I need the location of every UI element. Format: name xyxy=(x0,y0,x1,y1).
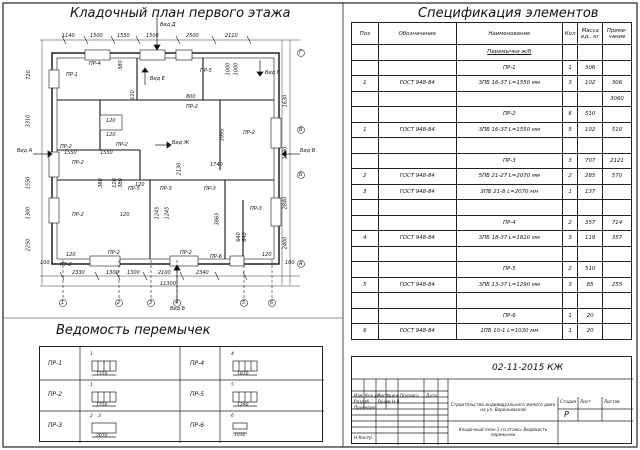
lintel-label: ПР-3 xyxy=(204,186,216,192)
callout-number: 3 xyxy=(98,414,101,419)
callout-number: 6 xyxy=(231,414,234,419)
spec-cell xyxy=(602,293,631,309)
inner-dim: 800 xyxy=(186,94,196,100)
stamp-col: Изм. xyxy=(354,393,364,398)
spec-cell: 1ПБ 10-1 L=1030 мм xyxy=(456,324,562,340)
inner-dim: 3995 xyxy=(219,128,226,142)
spec-cell xyxy=(578,138,603,154)
spec-cell xyxy=(352,91,379,107)
spec-cell: 5 xyxy=(352,277,379,293)
axis-g: Г xyxy=(299,50,302,56)
spec-cell xyxy=(352,308,379,324)
lintel-label: ПР-2 xyxy=(108,250,120,256)
spec-cell: 4 xyxy=(352,231,379,247)
spec-cell: 707 xyxy=(578,153,603,169)
spec-cell xyxy=(378,138,456,154)
spec-cell xyxy=(456,91,562,107)
axis-1: 1 xyxy=(61,300,65,306)
stamp-col: Подпись xyxy=(400,393,419,398)
lintel-label: ПР-4 xyxy=(89,61,101,67)
spec-cell xyxy=(602,324,631,340)
dim-left-4: 1300 xyxy=(25,206,32,220)
dim-top-1: 1140 xyxy=(62,33,75,39)
dim-top-6: 2110 xyxy=(225,33,238,39)
spec-row xyxy=(352,45,632,61)
inner-dim: 1000 xyxy=(233,62,240,76)
spec-row xyxy=(352,277,632,293)
spec-cell: 102 xyxy=(578,122,603,138)
lintel-label: ПР-2 xyxy=(243,130,255,136)
spec-cell xyxy=(378,60,456,76)
spec-row xyxy=(352,91,632,107)
spec-header: Кол xyxy=(562,23,578,45)
spec-cell: 5 xyxy=(562,122,578,138)
spec-cell: 85 xyxy=(578,277,603,293)
spec-row xyxy=(352,138,632,154)
dim-top-4: 1500 xyxy=(146,33,159,39)
lintel-label: ПР-3 xyxy=(160,186,172,192)
inner-dim: 380 xyxy=(117,178,124,188)
lintel-label: ПР-2 xyxy=(186,104,198,110)
spec-cell: 510 xyxy=(602,122,631,138)
axis-v: В xyxy=(299,127,303,133)
spec-cell: ПР-4 xyxy=(456,215,562,231)
schedule-item-name: ПР-5 xyxy=(190,391,205,398)
dim-left-1: 720 xyxy=(25,70,32,80)
spec-row xyxy=(352,60,632,76)
spec-cell xyxy=(562,293,578,309)
lintel-schedule xyxy=(39,346,323,442)
spec-cell xyxy=(602,138,631,154)
dim-bottom-2: 1300 xyxy=(106,270,119,276)
spec-cell: 3 xyxy=(562,76,578,92)
inner-dim: 640 xyxy=(235,232,242,242)
dim-top-2: 1500 xyxy=(90,33,103,39)
spec-cell xyxy=(578,91,603,107)
spec-cell: 3 xyxy=(562,277,578,293)
dim-left-5: 2250 xyxy=(25,238,32,252)
inner-dim: 1245 xyxy=(154,206,161,220)
dim-right-1: 1630 xyxy=(282,94,289,108)
spec-cell xyxy=(352,262,379,278)
spec-cell xyxy=(378,107,456,123)
inner-dim: 380 xyxy=(97,178,104,188)
spec-cell: 3ПБ 21-8 L=2070 мм xyxy=(456,184,562,200)
spec-cell xyxy=(378,45,456,61)
stamp-col: Лист xyxy=(377,393,388,398)
spec-cell: 20 xyxy=(578,308,603,324)
stamp-author: Вщим Н.В. xyxy=(378,399,401,404)
spec-cell: 1 xyxy=(562,60,578,76)
spec-cell: ПР-3 xyxy=(456,153,562,169)
spec-header: Приме-чание xyxy=(602,23,631,45)
plan-annotations xyxy=(0,0,343,318)
spec-cell: ГОСТ 948-84 xyxy=(378,277,456,293)
callout-number: 1 xyxy=(90,352,93,357)
spec-cell: 119 xyxy=(578,231,603,247)
axis-a: А xyxy=(299,261,303,267)
spec-cell: 570 xyxy=(602,169,631,185)
dim-left-2: 3310 xyxy=(25,114,32,128)
inner-dim: 1550 xyxy=(64,150,77,156)
inner-dim: 1740 xyxy=(210,162,223,168)
spec-cell: 6 xyxy=(562,107,578,123)
spec-cell: 1 xyxy=(352,76,379,92)
spec-cell: ПР-5 xyxy=(456,262,562,278)
axis-6: 6 xyxy=(270,300,274,306)
spec-cell xyxy=(352,215,379,231)
inner-dim: 380 xyxy=(117,60,124,70)
lintel-label: ПР-2 xyxy=(60,144,72,150)
schedule-item-dim: 1810 xyxy=(237,372,249,377)
spec-cell xyxy=(602,200,631,216)
spec-cell xyxy=(352,246,379,262)
spec-cell xyxy=(602,308,631,324)
spec-cell: 1 xyxy=(352,122,379,138)
lintel-schedule-grid xyxy=(40,347,324,443)
spec-row xyxy=(352,122,632,138)
spec-cell: 2121 xyxy=(602,153,631,169)
view-d-label: Вид Д xyxy=(160,22,176,28)
spec-cell xyxy=(456,138,562,154)
stamp-role: Проверил xyxy=(354,405,376,410)
spec-cell: 3ПБ 13-37 L=1290 мм xyxy=(456,277,562,293)
spec-cell xyxy=(352,200,379,216)
lintel-label: ПР-5 xyxy=(128,186,140,192)
spec-cell xyxy=(352,60,379,76)
spec-cell xyxy=(378,200,456,216)
inner-dim: 120 xyxy=(111,178,118,188)
spec-cell xyxy=(352,138,379,154)
spec-cell: 510 xyxy=(578,262,603,278)
spec-cell: 137 xyxy=(578,184,603,200)
spec-row xyxy=(352,107,632,123)
stamp-col: Кол.уч xyxy=(365,393,380,398)
schedule-item-name: ПР-2 xyxy=(48,391,63,398)
spec-cell xyxy=(378,293,456,309)
sheets-header: Листов xyxy=(604,399,620,404)
spec-row xyxy=(352,293,632,309)
spec-cell xyxy=(602,184,631,200)
stage-value: Р xyxy=(564,410,569,419)
stamp-col: №док xyxy=(387,393,400,398)
schedule-item-name: ПР-6 xyxy=(190,422,205,429)
inner-dim: 100 xyxy=(285,260,295,266)
spec-header: Обозначение xyxy=(378,23,456,45)
inner-dim: 1245 xyxy=(164,206,171,220)
spec-cell: 285 xyxy=(578,169,603,185)
spec-cell xyxy=(602,246,631,262)
spec-cell xyxy=(456,200,562,216)
view-zh-label: Вид Ж xyxy=(172,140,190,146)
spec-cell xyxy=(352,107,379,123)
spec-cell xyxy=(562,138,578,154)
spec-cell: 3ПБ 16-37 L=1550 мм xyxy=(456,76,562,92)
inner-dim: 3865 xyxy=(214,212,221,226)
dim-top-5: 2500 xyxy=(186,33,199,39)
inner-dim: 1550 xyxy=(100,150,113,156)
dim-bottom-4: 2100 xyxy=(158,270,171,276)
title-block xyxy=(351,356,632,444)
spec-cell: ПР-1 xyxy=(456,60,562,76)
spec-cell xyxy=(378,153,456,169)
project-name: Строительство индивидуального жилого дома на ул. Вороньевской xyxy=(450,402,556,412)
spec-cell: 3ПБ 18-37 L=1810 мм xyxy=(456,231,562,247)
stamp-col: Дата xyxy=(426,393,437,398)
callout-number: 1 xyxy=(90,383,93,388)
spec-cell: 1 xyxy=(562,324,578,340)
dim-right-3: 2840 xyxy=(282,196,289,210)
lintel-label: ПР-5 xyxy=(200,68,212,74)
specification-table xyxy=(351,22,632,340)
schedule-item-name: ПР-4 xyxy=(190,360,205,367)
spec-cell: 510 xyxy=(578,107,603,123)
view-a-label: Вид А xyxy=(17,148,33,154)
lintel-label: ПР-6 xyxy=(210,254,222,260)
inner-dim: 120 xyxy=(106,132,116,138)
dim-top-3: 1550 xyxy=(117,33,130,39)
spec-cell: 2 xyxy=(562,262,578,278)
spec-cell xyxy=(578,200,603,216)
spec-header-row xyxy=(352,23,632,45)
spec-cell xyxy=(602,107,631,123)
lintel-label: ПР-2 xyxy=(72,160,84,166)
spec-cell: ГОСТ 948-84 xyxy=(378,169,456,185)
stamp-role: Н.Контр. xyxy=(354,435,374,440)
inner-dim: 100 xyxy=(40,260,50,266)
plan-title: Кладочный план первого этажа xyxy=(70,6,291,21)
spec-row xyxy=(352,324,632,340)
spec-cell xyxy=(378,91,456,107)
inner-dim: 1000 xyxy=(225,62,232,76)
lintel-label: ПР-2 xyxy=(116,142,128,148)
inner-dim: 120 xyxy=(129,90,136,100)
inner-dim: 640 xyxy=(241,232,248,242)
spec-cell xyxy=(562,246,578,262)
spec-cell: ГОСТ 948-84 xyxy=(378,324,456,340)
spec-cell xyxy=(562,45,578,61)
spec-cell: 6 xyxy=(352,324,379,340)
spec-cell xyxy=(578,45,603,61)
spec-cell xyxy=(378,308,456,324)
spec-cell xyxy=(602,60,631,76)
spec-cell xyxy=(352,153,379,169)
spec-row xyxy=(352,215,632,231)
document-code: 02-11-2015 КЖ xyxy=(492,363,564,373)
schedule-item-dim: 1290 xyxy=(237,403,249,408)
spec-cell: 3ПБ 16-37 L=1550 мм xyxy=(456,122,562,138)
spec-cell: ГОСТ 948-84 xyxy=(378,76,456,92)
spec-cell xyxy=(578,293,603,309)
spec-cell: 357 xyxy=(578,215,603,231)
spec-cell xyxy=(378,262,456,278)
spec-header: Поз xyxy=(352,23,379,45)
spec-cell xyxy=(602,45,631,61)
dim-bottom-5: 2340 xyxy=(196,270,209,276)
spec-row xyxy=(352,153,632,169)
dim-bottom-3: 1300 xyxy=(127,270,140,276)
spec-cell xyxy=(378,246,456,262)
view-b-label: Вид Б xyxy=(170,306,186,312)
spec-row xyxy=(352,308,632,324)
spec-row xyxy=(352,200,632,216)
inner-dim: 2130 xyxy=(176,162,183,176)
spec-cell: 5ПБ 21-27 L=2070 мм xyxy=(456,169,562,185)
dim-right-4: 2400 xyxy=(282,236,289,250)
spec-cell: 3 xyxy=(562,153,578,169)
callout-number: 4 xyxy=(231,352,234,357)
spec-header: Масса ед., кг xyxy=(578,23,603,45)
spec-cell xyxy=(578,246,603,262)
spec-cell: 1 xyxy=(562,308,578,324)
spec-cell xyxy=(456,293,562,309)
spec-cell: 2 xyxy=(562,169,578,185)
spec-cell xyxy=(352,45,379,61)
spec-cell: 1 xyxy=(562,184,578,200)
spec-header: Наименование xyxy=(456,23,562,45)
schedule-item-dim: 2070 xyxy=(96,434,108,439)
inner-dim: 120 xyxy=(120,212,130,218)
spec-row xyxy=(352,246,632,262)
view-e-label: Вид Е xyxy=(150,76,165,82)
spec-cell xyxy=(562,200,578,216)
axis-5: 5 xyxy=(242,300,246,306)
dim-left-3: 1550 xyxy=(25,176,32,190)
schedule-item-dim: 1550 xyxy=(96,403,108,408)
view-v-label: Вид В xyxy=(300,148,316,154)
axis-4: 4 xyxy=(175,300,179,306)
lintel-label: ПР-2 xyxy=(180,250,192,256)
lintel-label: ПР-1 xyxy=(66,72,78,78)
axis-b: Б xyxy=(299,172,303,178)
sheet-description: Кладочный план 1-го этажа. Ведомость перемычек xyxy=(458,427,548,437)
spec-cell xyxy=(562,91,578,107)
inner-dim: 120 xyxy=(106,118,116,124)
spec-cell: ГОСТ 948-84 xyxy=(378,231,456,247)
spec-cell: 255 xyxy=(602,277,631,293)
spec-cell: Перемычки ж/б xyxy=(456,45,562,61)
spec-cell: ГОСТ 948-84 xyxy=(378,122,456,138)
spec-cell: 2 xyxy=(562,215,578,231)
callout-number: 2 xyxy=(90,414,93,419)
spec-cell: 3 xyxy=(352,184,379,200)
spec-cell xyxy=(456,246,562,262)
axis-2: 2 xyxy=(117,300,121,306)
spec-title: Спецификация элементов xyxy=(418,6,599,21)
spec-cell xyxy=(378,215,456,231)
spec-row xyxy=(352,231,632,247)
spec-row xyxy=(352,184,632,200)
spec-cell: 714 xyxy=(602,215,631,231)
spec-cell: ПР-2 xyxy=(456,107,562,123)
sheet-header: Лист xyxy=(580,399,591,404)
callout-number: 5 xyxy=(231,383,234,388)
axis-3: 3 xyxy=(149,300,153,306)
spec-cell: 3 xyxy=(562,231,578,247)
schedule-item-dim: 1030 xyxy=(234,433,246,438)
schedule-item-name: ПР-1 xyxy=(48,360,63,367)
spec-cell: 20 xyxy=(578,324,603,340)
vedomost-title: Ведомость перемычек xyxy=(56,323,211,338)
lintel-label: ПР-2 xyxy=(72,212,84,218)
lintel-label: ПР-3 xyxy=(250,206,262,212)
spec-row xyxy=(352,262,632,278)
dim-right-2: 1630 xyxy=(282,146,289,160)
spec-cell: 3060 xyxy=(602,91,631,107)
view-g-label: Вид Г xyxy=(265,70,280,76)
spec-cell: 306 xyxy=(602,76,631,92)
dim-total: 11300 xyxy=(160,281,176,287)
spec-cell xyxy=(352,293,379,309)
dim-bottom-1: 2330 xyxy=(72,270,85,276)
spec-row xyxy=(352,76,632,92)
spec-cell xyxy=(602,262,631,278)
spec-row xyxy=(352,169,632,185)
spec-cell: ГОСТ 948-84 xyxy=(378,184,456,200)
stamp-role: Разраб. xyxy=(354,399,371,404)
inner-dim: 120 xyxy=(66,252,76,258)
stage-header: Стадия xyxy=(560,399,577,404)
lintel-label: ПР-2 xyxy=(60,262,72,268)
inner-dim: 120 xyxy=(262,252,272,258)
spec-cell: 306 xyxy=(578,60,603,76)
inner-dim: 120 xyxy=(135,182,145,188)
spec-cell: ПР-6 xyxy=(456,308,562,324)
spec-cell: 357 xyxy=(602,231,631,247)
spec-cell: 102 xyxy=(578,76,603,92)
schedule-item-name: ПР-3 xyxy=(48,422,63,429)
spec-cell: 2 xyxy=(352,169,379,185)
schedule-item-dim: 1550 xyxy=(96,372,108,377)
